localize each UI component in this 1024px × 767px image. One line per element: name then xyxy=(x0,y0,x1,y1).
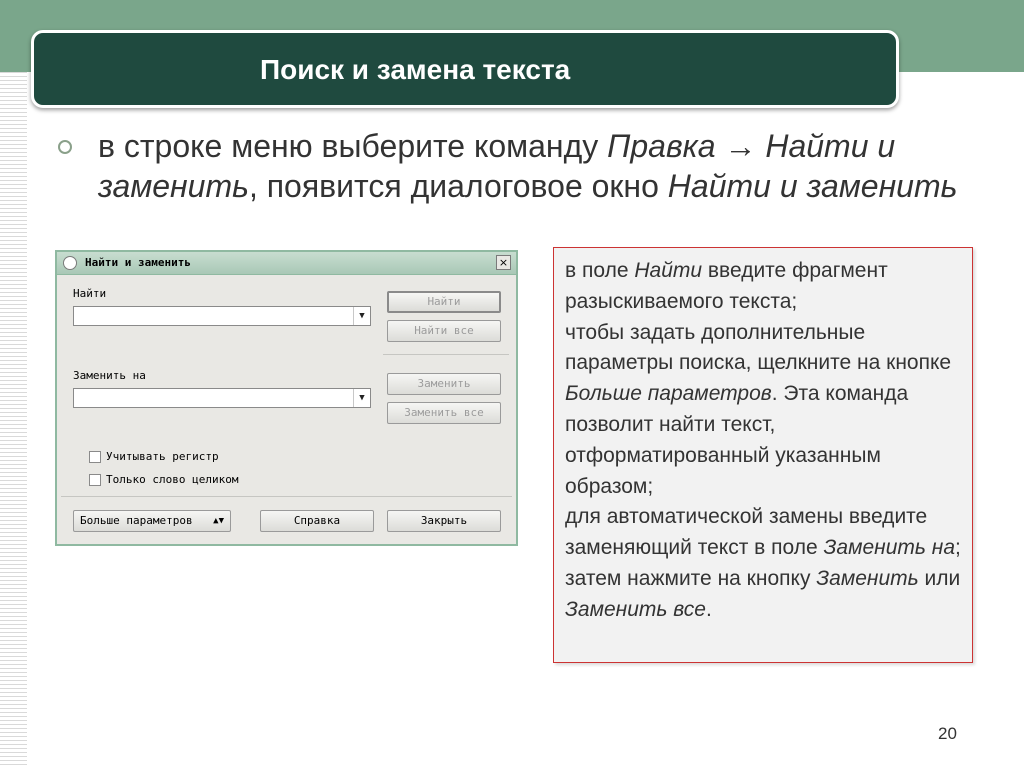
chevron-down-icon[interactable]: ▼ xyxy=(353,307,370,325)
note-text xyxy=(565,256,969,626)
page-number: 20 xyxy=(938,724,957,743)
note-find-field: Найти xyxy=(634,259,703,282)
match-case-label: Учитывать регистр xyxy=(106,450,219,463)
instruction-note xyxy=(553,247,973,663)
dialog-name: Найти и заменить xyxy=(667,168,958,204)
replace-all-button[interactable]: Заменить все xyxy=(387,402,501,424)
dialog-title: Найти и заменить xyxy=(85,256,191,269)
note-replace-field: Заменить на xyxy=(823,536,956,560)
intro-text-2: , появится диалоговое окно xyxy=(248,168,668,204)
whole-words-checkbox[interactable] xyxy=(89,474,101,486)
app-icon xyxy=(63,256,77,270)
close-icon[interactable]: × xyxy=(496,255,511,270)
intro-text-1: в строке меню выберите команду xyxy=(98,128,608,164)
decorative-stripes xyxy=(0,72,27,767)
note-replace-button: Заменить xyxy=(816,566,919,590)
match-case-checkbox[interactable] xyxy=(89,451,101,463)
find-input[interactable] xyxy=(73,306,371,326)
note-text-5: для автоматической замены введите заменяющий текст в поле xyxy=(565,505,928,560)
replace-label: Заменить на xyxy=(73,369,146,382)
menu-command: Правка → Найти и заменить xyxy=(98,128,896,204)
slide-title: Поиск и замена текста xyxy=(260,54,571,85)
find-label: Найти xyxy=(73,287,107,300)
note-text-1: в поле xyxy=(565,259,635,282)
chevron-down-icon[interactable]: ▼ xyxy=(353,389,370,407)
find-all-button[interactable]: Найти все xyxy=(387,320,501,342)
bullet-icon xyxy=(58,140,72,154)
note-text-2: введите фрагмент разыскиваемого текста; xyxy=(565,259,888,313)
help-button[interactable]: Справка xyxy=(260,510,374,532)
separator xyxy=(383,354,509,355)
expand-icon: ▲▼ xyxy=(213,516,224,526)
divider xyxy=(61,496,512,497)
note-text-9: . xyxy=(705,597,712,621)
note-text-4: . Эта команда позволит найти текст, отформатированный указанным образом; xyxy=(565,382,909,498)
note-text-3: чтобы задать дополнительные параметры поиска, щелкните на кнопке xyxy=(565,320,952,375)
note-more-options: Больше параметров xyxy=(565,382,772,406)
slide-title-bar xyxy=(31,30,899,108)
more-options-label: Больше параметров xyxy=(80,514,193,527)
intro-paragraph xyxy=(98,126,978,206)
note-text-8: или xyxy=(918,566,961,590)
note-text-6: ; xyxy=(955,536,961,560)
replace-input[interactable] xyxy=(73,388,371,408)
whole-words-label: Только слово целиком xyxy=(106,473,239,486)
close-button[interactable]: Закрыть xyxy=(387,510,501,532)
more-options-button[interactable] xyxy=(73,510,231,532)
dialog-titlebar[interactable] xyxy=(57,252,516,275)
replace-button[interactable]: Заменить xyxy=(387,373,501,395)
find-replace-dialog xyxy=(55,250,518,546)
note-text-7: затем нажмите на кнопку xyxy=(565,566,817,590)
find-button[interactable]: Найти xyxy=(387,291,501,313)
note-replace-all-button: Заменить все xyxy=(565,597,706,621)
